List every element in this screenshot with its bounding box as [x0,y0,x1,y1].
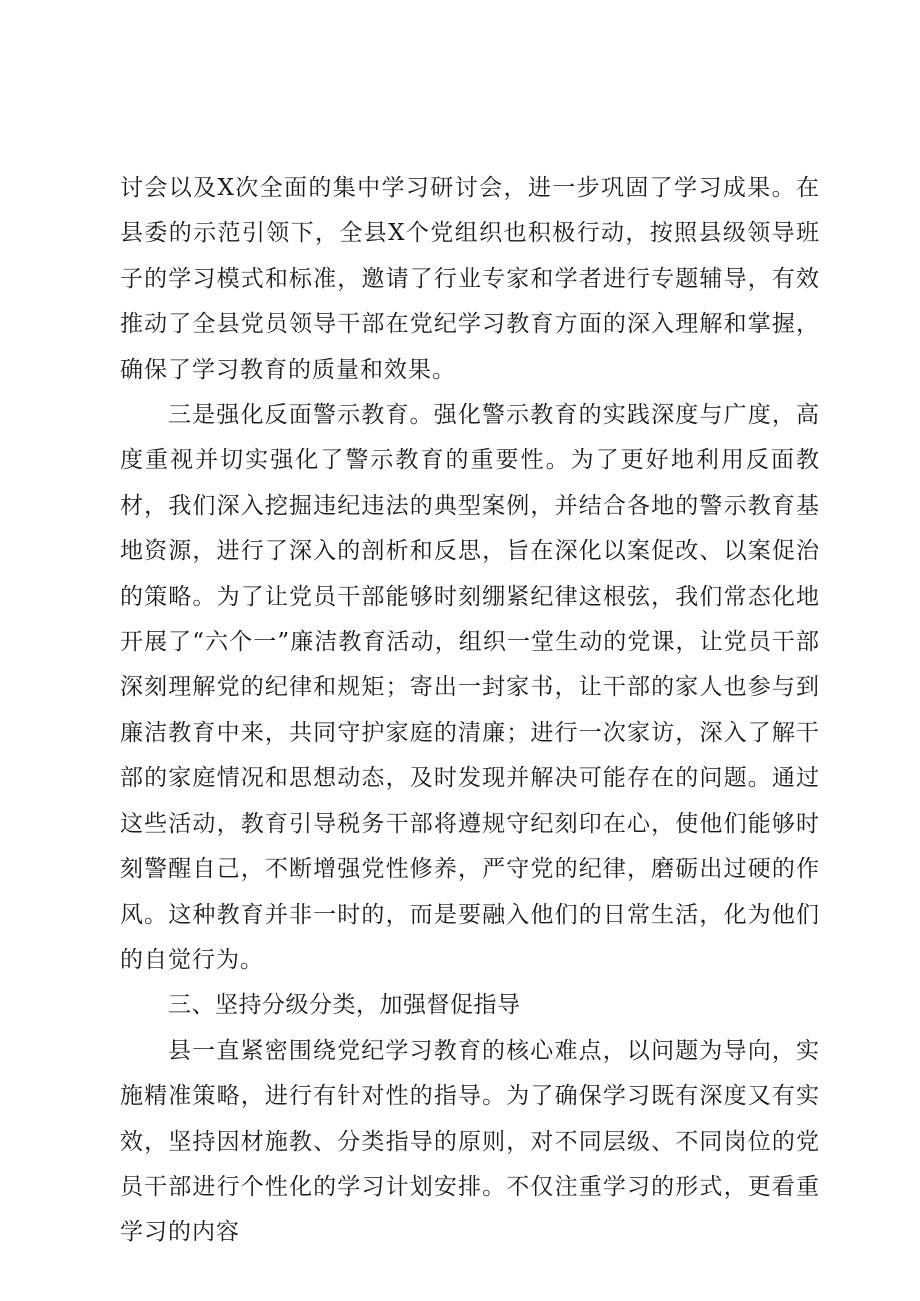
paragraph-study-seminars: 讨会以及X次全面的集中学习研讨会，进一步巩固了学习成果。在县委的示范引领下，全县X个党组织也积极行动，按照县级领导班子的学习模式和标准，邀请了行业专家和学者进行专题辅导，有效推动了全县党员领导干部在党纪学习教育方面的深入理解和掌握，确保了学习教育的质量和效果。 [120,175,820,383]
section-heading-three: 三、坚持分级分类，加强督促指导 [168,992,521,1019]
paragraph-classified-guidance: 县一直紧密围绕党纪学习教育的核心难点，以问题为导向，实施精准策略，进行有针对性的指导。为了确保学习既有深度又有实效，坚持因材施教、分类指导的原则，对不同层级、不同岗位的党员干部进行个性化的学习计划安排。不仅注重学习的形式，更看重学习的内容 [120,1037,820,1246]
paragraph-warning-education: 三是强化反面警示教育。强化警示教育的实践深度与广度，高度重视并切实强化了警示教育的重要性。为了更好地利用反面教材，我们深入挖掘违纪违法的典型案例，并结合各地的警示教育基地资源，进行了深入的剖析和反思，旨在深化以案促改、以案促治的策略。为了让党员干部能够时刻绷紧纪律这根弦，我们常态化地开展了“六个一”廉洁教育活动，组织一堂生动的党课，让党员干部深刻理解党的纪律和规矩；寄出一封家书，让干部的家人也参与到廉洁教育中来，共同守护家庭的清廉；进行一次家访，深入了解干部的家庭情况和思想动态，及时发现并解决可能存在的问题。通过这些活动，教育引导税务干部将遵规守纪刻印在心，使他们能够时刻警醒自己，不断增强党性修养，严守党的纪律，磨砺出过硬的作风。这种教育并非一时的，而是要融入他们的日常生活，化为他们的自觉行为。 [120,402,820,973]
document-body [120,166,820,1256]
